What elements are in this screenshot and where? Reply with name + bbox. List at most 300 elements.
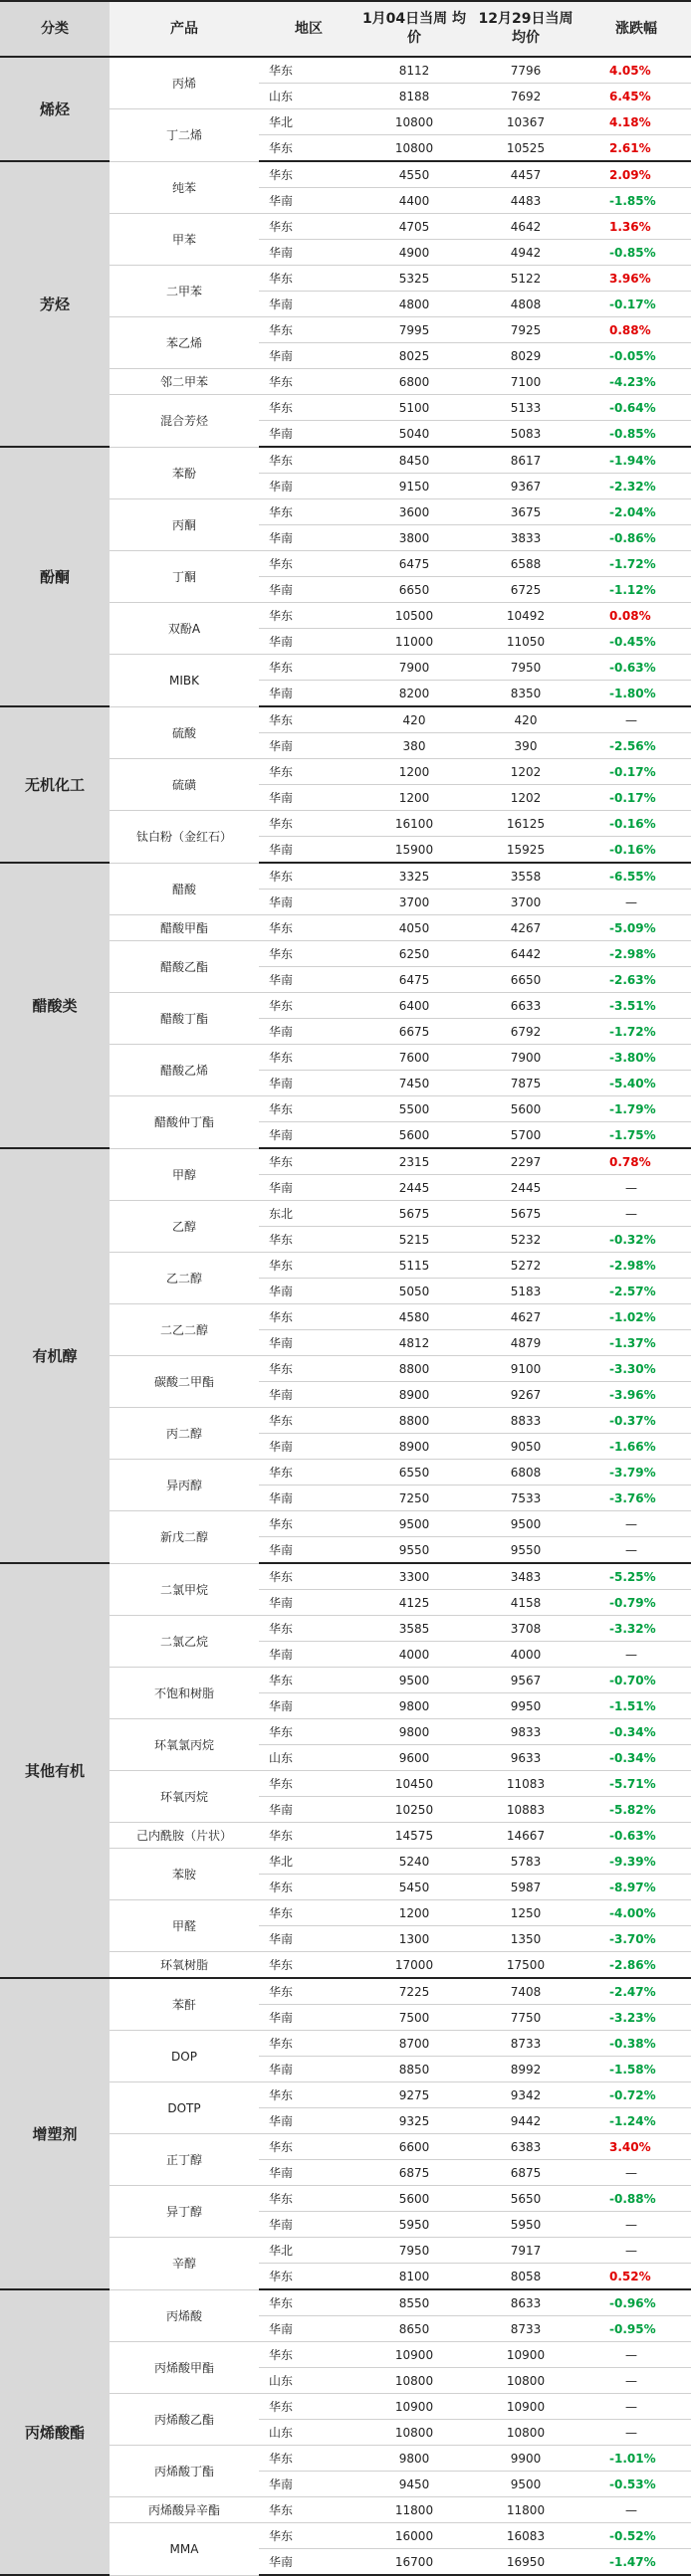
region-cell: 华东 — [259, 1952, 358, 1979]
product-cell: 碳酸二甲酯 — [110, 1356, 259, 1408]
price-current-cell: 1300 — [358, 1926, 470, 1952]
price-current-cell: 9800 — [358, 2446, 470, 2472]
table-row — [0, 1978, 691, 2005]
change-cell: — — [581, 1175, 691, 1201]
price-previous-cell: 10800 — [470, 2420, 581, 2446]
region-cell: 华东 — [259, 2134, 358, 2160]
price-current-cell: 6875 — [358, 2160, 470, 2186]
price-previous-cell: 5133 — [470, 395, 581, 421]
change-cell: -0.79% — [581, 1590, 691, 1616]
region-cell: 华东 — [259, 941, 358, 967]
category-cell: 增塑剂 — [0, 1978, 110, 2289]
region-cell: 华南 — [259, 421, 358, 448]
price-previous-cell: 5987 — [470, 1875, 581, 1900]
price-previous-cell: 4627 — [470, 1304, 581, 1330]
price-current-cell: 14575 — [358, 1823, 470, 1849]
price-current-cell: 3325 — [358, 863, 470, 890]
price-current-cell: 1200 — [358, 1900, 470, 1926]
change-cell: — — [581, 2238, 691, 2264]
price-previous-cell: 16083 — [470, 2523, 581, 2549]
region-cell: 华南 — [259, 1926, 358, 1952]
price-current-cell: 3800 — [358, 525, 470, 551]
product-cell: 硫酸 — [110, 706, 259, 759]
price-previous-cell: 9442 — [470, 2108, 581, 2134]
region-cell: 华东 — [259, 1408, 358, 1434]
change-cell: -3.70% — [581, 1926, 691, 1952]
change-cell: -0.16% — [581, 837, 691, 864]
region-cell: 华南 — [259, 2005, 358, 2031]
region-cell: 华南 — [259, 1537, 358, 1564]
change-cell: -5.71% — [581, 1771, 691, 1797]
price-current-cell: 5950 — [358, 2212, 470, 2238]
category-cell: 有机醇 — [0, 1148, 110, 1563]
price-previous-cell: 5183 — [470, 1279, 581, 1304]
price-current-cell: 1200 — [358, 759, 470, 785]
price-current-cell: 5100 — [358, 395, 470, 421]
price-previous-cell: 7875 — [470, 1071, 581, 1096]
price-current-cell: 9600 — [358, 1745, 470, 1771]
region-cell: 华东 — [259, 2031, 358, 2057]
change-cell: -3.23% — [581, 2005, 691, 2031]
product-cell: 辛醇 — [110, 2238, 259, 2290]
price-current-cell: 9500 — [358, 1668, 470, 1693]
product-cell: 苯酐 — [110, 1978, 259, 2031]
change-cell: -1.85% — [581, 188, 691, 214]
change-cell: -0.16% — [581, 811, 691, 837]
category-cell: 无机化工 — [0, 706, 110, 863]
product-cell: 纯苯 — [110, 161, 259, 214]
region-cell: 华东 — [259, 1304, 358, 1330]
region-cell: 华南 — [259, 1019, 358, 1045]
price-current-cell: 9150 — [358, 474, 470, 499]
product-cell: 醋酸乙烯 — [110, 1045, 259, 1096]
region-cell: 华东 — [259, 1460, 358, 1486]
region-cell: 华东 — [259, 1096, 358, 1122]
region-cell: 华南 — [259, 1693, 358, 1719]
price-previous-cell: 8992 — [470, 2057, 581, 2082]
change-cell: — — [581, 2160, 691, 2186]
price-current-cell: 10900 — [358, 2342, 470, 2368]
change-cell: 0.88% — [581, 317, 691, 343]
product-cell: 丙二醇 — [110, 1408, 259, 1460]
change-cell: -0.88% — [581, 2186, 691, 2212]
product-cell: 正丁醇 — [110, 2134, 259, 2186]
region-cell: 华南 — [259, 785, 358, 811]
price-current-cell: 8450 — [358, 447, 470, 474]
region-cell: 华东 — [259, 1900, 358, 1926]
category-cell: 芳烃 — [0, 161, 110, 447]
change-cell: -5.82% — [581, 1797, 691, 1823]
price-previous-cell: 5700 — [470, 1122, 581, 1149]
price-current-cell: 10800 — [358, 2368, 470, 2394]
price-previous-cell: 7100 — [470, 369, 581, 395]
region-cell: 华南 — [259, 1175, 358, 1201]
price-previous-cell: 6650 — [470, 967, 581, 993]
price-current-cell: 11800 — [358, 2497, 470, 2523]
region-cell: 华南 — [259, 188, 358, 214]
change-cell: -6.55% — [581, 863, 691, 890]
price-current-cell: 5115 — [358, 1253, 470, 1279]
price-current-cell: 8650 — [358, 2316, 470, 2342]
region-cell: 华东 — [259, 369, 358, 395]
product-cell: 丙烯酸异辛酯 — [110, 2497, 259, 2523]
price-previous-cell: 9500 — [470, 1511, 581, 1537]
price-previous-cell: 10367 — [470, 109, 581, 135]
product-cell: 二乙二醇 — [110, 1304, 259, 1356]
region-cell: 华东 — [259, 1719, 358, 1745]
price-previous-cell: 5950 — [470, 2212, 581, 2238]
change-cell: -0.70% — [581, 1668, 691, 1693]
change-cell: -1.79% — [581, 1096, 691, 1122]
region-cell: 华东 — [259, 317, 358, 343]
change-cell: -1.24% — [581, 2108, 691, 2134]
product-cell: DOP — [110, 2031, 259, 2082]
change-cell: -3.76% — [581, 1486, 691, 1511]
change-cell: — — [581, 1511, 691, 1537]
region-cell: 华东 — [259, 811, 358, 837]
price-previous-cell: 2445 — [470, 1175, 581, 1201]
product-cell: 二氯甲烷 — [110, 1563, 259, 1616]
change-cell: — — [581, 1537, 691, 1564]
region-cell: 华东 — [259, 2523, 358, 2549]
change-cell: -1.75% — [581, 1122, 691, 1149]
region-cell: 华东 — [259, 1563, 358, 1590]
price-current-cell: 7450 — [358, 1071, 470, 1096]
price-current-cell: 2445 — [358, 1175, 470, 1201]
region-cell: 华东 — [259, 1771, 358, 1797]
region-cell: 华东 — [259, 603, 358, 629]
price-current-cell: 6650 — [358, 577, 470, 603]
price-previous-cell: 1250 — [470, 1900, 581, 1926]
price-previous-cell: 10492 — [470, 603, 581, 629]
change-cell: -1.66% — [581, 1434, 691, 1460]
product-cell: 甲苯 — [110, 214, 259, 266]
change-cell: -0.17% — [581, 292, 691, 317]
price-current-cell: 4800 — [358, 292, 470, 317]
change-cell: -2.47% — [581, 1978, 691, 2005]
change-cell: -3.32% — [581, 1616, 691, 1642]
change-cell: -4.00% — [581, 1900, 691, 1926]
price-previous-cell: 6588 — [470, 551, 581, 577]
price-current-cell: 3600 — [358, 499, 470, 525]
region-cell: 华南 — [259, 1434, 358, 1460]
price-previous-cell: 9567 — [470, 1668, 581, 1693]
product-cell: 甲醛 — [110, 1900, 259, 1952]
price-previous-cell: 3483 — [470, 1563, 581, 1590]
change-cell: — — [581, 1642, 691, 1668]
price-current-cell: 7600 — [358, 1045, 470, 1071]
price-previous-cell: 5600 — [470, 1096, 581, 1122]
region-cell: 华南 — [259, 2160, 358, 2186]
region-cell: 华东 — [259, 266, 358, 292]
table-row — [0, 1563, 691, 1590]
price-previous-cell: 4000 — [470, 1642, 581, 1668]
change-cell: -0.85% — [581, 421, 691, 448]
region-cell: 华北 — [259, 1849, 358, 1875]
change-cell: -1.51% — [581, 1693, 691, 1719]
change-cell: -0.34% — [581, 1745, 691, 1771]
change-cell: -1.02% — [581, 1304, 691, 1330]
price-previous-cell: 9550 — [470, 1537, 581, 1564]
region-cell: 华东 — [259, 1875, 358, 1900]
price-current-cell: 4580 — [358, 1304, 470, 1330]
price-previous-cell: 1202 — [470, 785, 581, 811]
product-cell: 醋酸仲丁酯 — [110, 1096, 259, 1149]
price-previous-cell: 8617 — [470, 447, 581, 474]
price-previous-cell: 17500 — [470, 1952, 581, 1979]
product-cell: 苯胺 — [110, 1849, 259, 1900]
region-cell: 华东 — [259, 863, 358, 890]
change-cell: -1.01% — [581, 2446, 691, 2472]
price-previous-cell: 1350 — [470, 1926, 581, 1952]
region-cell: 华南 — [259, 890, 358, 915]
price-current-cell: 2315 — [358, 1148, 470, 1175]
region-cell: 华东 — [259, 759, 358, 785]
region-cell: 华东 — [259, 135, 358, 162]
region-cell: 华东 — [259, 2497, 358, 2523]
header-region: 地区 — [259, 1, 358, 57]
price-current-cell: 5050 — [358, 1279, 470, 1304]
product-cell: 邻二甲苯 — [110, 369, 259, 395]
price-previous-cell: 3708 — [470, 1616, 581, 1642]
product-cell: 醋酸丁酯 — [110, 993, 259, 1045]
change-cell: 4.05% — [581, 57, 691, 84]
price-current-cell: 6250 — [358, 941, 470, 967]
price-previous-cell: 5122 — [470, 266, 581, 292]
price-previous-cell: 6792 — [470, 1019, 581, 1045]
price-previous-cell: 10800 — [470, 2368, 581, 2394]
region-cell: 华东 — [259, 499, 358, 525]
change-cell: -0.63% — [581, 655, 691, 681]
region-cell: 华东 — [259, 1356, 358, 1382]
price-current-cell: 8200 — [358, 681, 470, 707]
price-current-cell: 16100 — [358, 811, 470, 837]
change-cell: -1.37% — [581, 1330, 691, 1356]
change-cell: -0.37% — [581, 1408, 691, 1434]
change-cell: 0.08% — [581, 603, 691, 629]
region-cell: 华东 — [259, 2082, 358, 2108]
price-previous-cell: 10525 — [470, 135, 581, 162]
price-current-cell: 11000 — [358, 629, 470, 655]
region-cell: 华南 — [259, 525, 358, 551]
region-cell: 华北 — [259, 2238, 358, 2264]
price-current-cell: 10250 — [358, 1797, 470, 1823]
change-cell: -2.98% — [581, 941, 691, 967]
price-previous-cell: 4808 — [470, 292, 581, 317]
header-product: 产品 — [110, 1, 259, 57]
change-cell: -2.32% — [581, 474, 691, 499]
price-previous-cell: 10900 — [470, 2394, 581, 2420]
region-cell: 华南 — [259, 474, 358, 499]
price-previous-cell: 6725 — [470, 577, 581, 603]
price-current-cell: 6400 — [358, 993, 470, 1019]
change-cell: -0.34% — [581, 1719, 691, 1745]
region-cell: 华东 — [259, 1978, 358, 2005]
price-previous-cell: 1202 — [470, 759, 581, 785]
product-cell: 混合芳烃 — [110, 395, 259, 448]
price-previous-cell: 16950 — [470, 2549, 581, 2576]
region-cell: 华南 — [259, 1590, 358, 1616]
price-previous-cell: 6383 — [470, 2134, 581, 2160]
change-cell: -9.39% — [581, 1849, 691, 1875]
region-cell: 华东 — [259, 161, 358, 188]
change-cell: -2.98% — [581, 1253, 691, 1279]
price-previous-cell: 6875 — [470, 2160, 581, 2186]
price-previous-cell: 16125 — [470, 811, 581, 837]
region-cell: 山东 — [259, 1745, 358, 1771]
price-current-cell: 10800 — [358, 2420, 470, 2446]
change-cell: — — [581, 706, 691, 733]
change-cell: -0.63% — [581, 1823, 691, 1849]
category-cell: 其他有机 — [0, 1563, 110, 1978]
region-cell: 华东 — [259, 2264, 358, 2290]
region-cell: 华东 — [259, 551, 358, 577]
change-cell: -3.79% — [581, 1460, 691, 1486]
table-row — [0, 863, 691, 890]
price-previous-cell: 5675 — [470, 1201, 581, 1227]
category-cell: 酚酮 — [0, 447, 110, 706]
price-current-cell: 5500 — [358, 1096, 470, 1122]
price-current-cell: 6550 — [358, 1460, 470, 1486]
price-current-cell: 6475 — [358, 551, 470, 577]
price-previous-cell: 8633 — [470, 2289, 581, 2316]
price-previous-cell: 9100 — [470, 1356, 581, 1382]
price-previous-cell: 390 — [470, 733, 581, 759]
category-cell: 丙烯酸酯 — [0, 2289, 110, 2575]
price-previous-cell: 8350 — [470, 681, 581, 707]
price-previous-cell: 11050 — [470, 629, 581, 655]
change-cell: -3.51% — [581, 993, 691, 1019]
region-cell: 华东 — [259, 395, 358, 421]
region-cell: 华南 — [259, 1382, 358, 1408]
change-cell: — — [581, 890, 691, 915]
header-price-previous: 12月29日当周 均价 — [470, 1, 581, 57]
price-previous-cell: 4457 — [470, 161, 581, 188]
price-current-cell: 420 — [358, 706, 470, 733]
region-cell: 华南 — [259, 1642, 358, 1668]
price-previous-cell: 4158 — [470, 1590, 581, 1616]
change-cell: -0.32% — [581, 1227, 691, 1253]
price-current-cell: 17000 — [358, 1952, 470, 1979]
price-current-cell: 8800 — [358, 1408, 470, 1434]
product-cell: 异丁醇 — [110, 2186, 259, 2238]
change-cell: — — [581, 2368, 691, 2394]
change-cell: -0.17% — [581, 759, 691, 785]
region-cell: 华东 — [259, 1253, 358, 1279]
price-current-cell: 10800 — [358, 109, 470, 135]
price-previous-cell: 7796 — [470, 57, 581, 84]
change-cell: -0.52% — [581, 2523, 691, 2549]
region-cell: 华南 — [259, 629, 358, 655]
price-previous-cell: 6633 — [470, 993, 581, 1019]
product-cell: 苯乙烯 — [110, 317, 259, 369]
change-cell: -1.12% — [581, 577, 691, 603]
price-previous-cell: 7900 — [470, 1045, 581, 1071]
price-current-cell: 4050 — [358, 915, 470, 941]
change-cell: -2.04% — [581, 499, 691, 525]
change-cell: 0.52% — [581, 2264, 691, 2290]
product-cell: 甲醇 — [110, 1148, 259, 1201]
region-cell: 华南 — [259, 2057, 358, 2082]
price-current-cell: 4812 — [358, 1330, 470, 1356]
change-cell: -1.58% — [581, 2057, 691, 2082]
region-cell: 华南 — [259, 2472, 358, 2497]
price-previous-cell: 9050 — [470, 1434, 581, 1460]
product-cell: 环氧丙烷 — [110, 1771, 259, 1823]
price-previous-cell: 9500 — [470, 2472, 581, 2497]
price-previous-cell: 7533 — [470, 1486, 581, 1511]
price-previous-cell: 14667 — [470, 1823, 581, 1849]
product-cell: 丙酮 — [110, 499, 259, 551]
price-previous-cell: 8733 — [470, 2316, 581, 2342]
price-current-cell: 5600 — [358, 2186, 470, 2212]
price-current-cell: 4000 — [358, 1642, 470, 1668]
product-cell: MIBK — [110, 655, 259, 707]
region-cell: 华南 — [259, 2212, 358, 2238]
price-previous-cell: 8029 — [470, 343, 581, 369]
price-current-cell: 9800 — [358, 1719, 470, 1745]
price-previous-cell: 8058 — [470, 2264, 581, 2290]
region-cell: 华南 — [259, 1122, 358, 1149]
price-current-cell: 9275 — [358, 2082, 470, 2108]
change-cell: -5.40% — [581, 1071, 691, 1096]
price-previous-cell: 9267 — [470, 1382, 581, 1408]
region-cell: 华东 — [259, 2289, 358, 2316]
change-cell: — — [581, 2420, 691, 2446]
change-cell: -0.85% — [581, 240, 691, 266]
region-cell: 华东 — [259, 1227, 358, 1253]
product-cell: 环氧树脂 — [110, 1952, 259, 1979]
region-cell: 山东 — [259, 2368, 358, 2394]
region-cell: 华南 — [259, 577, 358, 603]
change-cell: — — [581, 2342, 691, 2368]
price-previous-cell: 9633 — [470, 1745, 581, 1771]
header-row — [0, 1, 691, 57]
region-cell: 华东 — [259, 655, 358, 681]
region-cell: 东北 — [259, 1201, 358, 1227]
product-cell: 丙烯酸甲酯 — [110, 2342, 259, 2394]
price-current-cell: 5600 — [358, 1122, 470, 1149]
price-previous-cell: 8833 — [470, 1408, 581, 1434]
region-cell: 华南 — [259, 1279, 358, 1304]
price-current-cell: 10900 — [358, 2394, 470, 2420]
region-cell: 华南 — [259, 967, 358, 993]
region-cell: 华南 — [259, 2108, 358, 2134]
product-cell: 硫磺 — [110, 759, 259, 811]
price-previous-cell: 4267 — [470, 915, 581, 941]
category-cell: 烯烃 — [0, 57, 110, 161]
header-category: 分类 — [0, 1, 110, 57]
price-previous-cell: 9833 — [470, 1719, 581, 1745]
price-current-cell: 8550 — [358, 2289, 470, 2316]
price-current-cell: 5040 — [358, 421, 470, 448]
change-cell: 2.61% — [581, 135, 691, 162]
price-previous-cell: 6808 — [470, 1460, 581, 1486]
change-cell: -2.57% — [581, 1279, 691, 1304]
product-cell: 二氯乙烷 — [110, 1616, 259, 1668]
price-current-cell: 10500 — [358, 603, 470, 629]
region-cell: 华东 — [259, 993, 358, 1019]
price-current-cell: 4125 — [358, 1590, 470, 1616]
price-previous-cell: 7925 — [470, 317, 581, 343]
product-cell: 丙烯酸乙酯 — [110, 2394, 259, 2446]
region-cell: 华南 — [259, 1797, 358, 1823]
change-cell: -3.96% — [581, 1382, 691, 1408]
price-previous-cell: 9900 — [470, 2446, 581, 2472]
change-cell: 4.18% — [581, 109, 691, 135]
table-row — [0, 447, 691, 474]
price-previous-cell: 9950 — [470, 1693, 581, 1719]
